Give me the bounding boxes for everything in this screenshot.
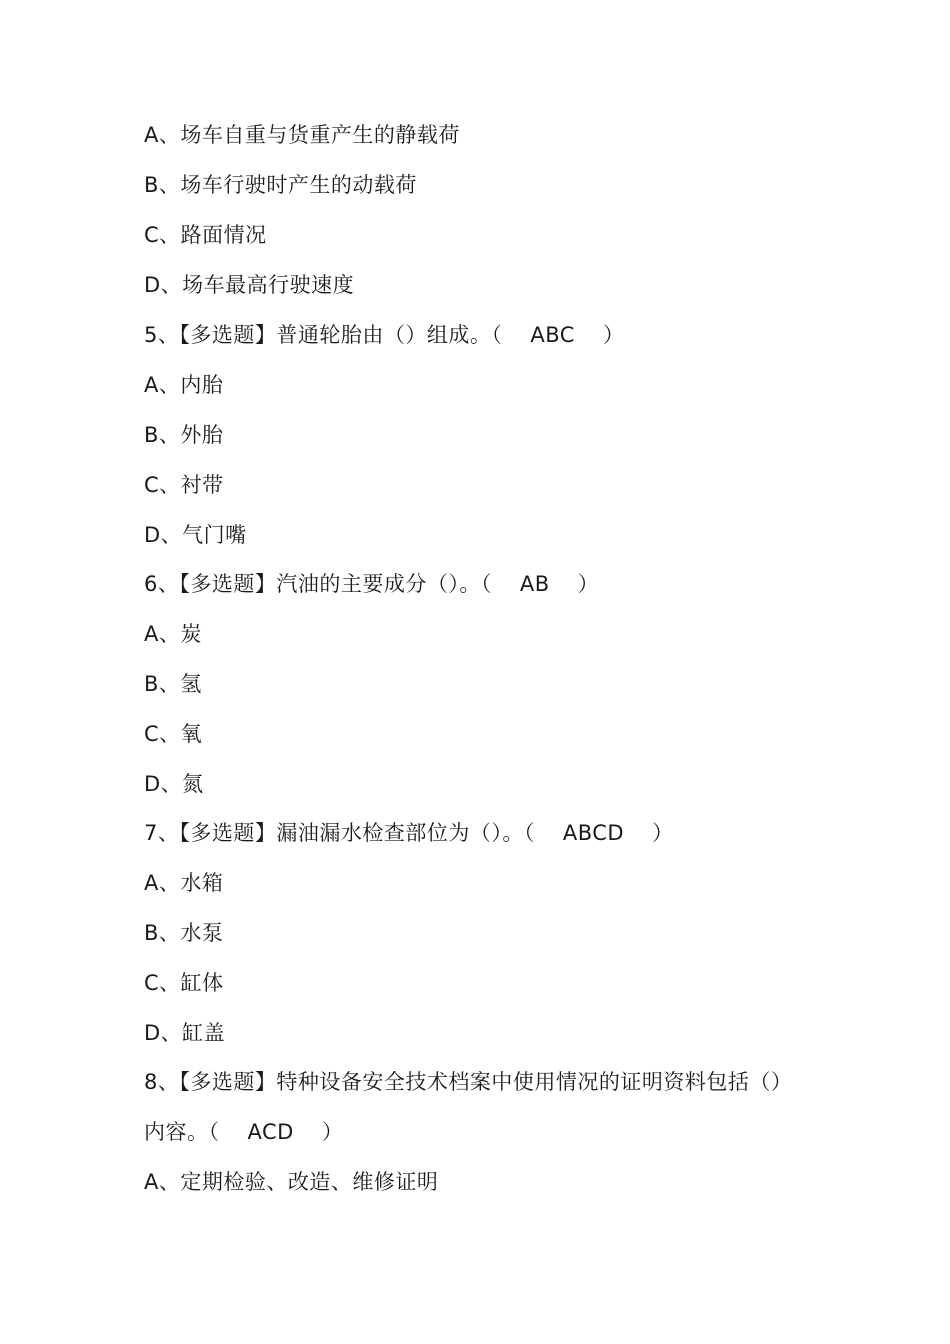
q5-paren-close: ） bbox=[602, 323, 625, 347]
q7-stem-line bbox=[144, 818, 674, 848]
q6-option-c: C、氧 bbox=[144, 722, 203, 746]
q4-option-c: C、路面情况 bbox=[144, 223, 267, 247]
q8-stem-line-2 bbox=[144, 1117, 343, 1147]
q4-option-a: A、场车自重与货重产生的静载荷 bbox=[144, 123, 460, 147]
q5-answer: ABC bbox=[530, 323, 575, 347]
q6-stem: 6、【多选题】汽油的主要成分（）。 bbox=[144, 572, 481, 596]
q6-stem-line bbox=[144, 569, 599, 599]
q6-option-a: A、炭 bbox=[144, 622, 202, 646]
q7-option-d: D、缸盖 bbox=[144, 1021, 226, 1045]
q6-paren-close: ） bbox=[577, 572, 600, 596]
q5-paren-open: （ bbox=[491, 323, 503, 347]
q6-option-b: B、氢 bbox=[144, 672, 202, 696]
q7-answer: ABCD bbox=[562, 821, 625, 845]
q8-stem-line-1: 8、【多选题】特种设备安全技术档案中使用情况的证明资料包括（） bbox=[144, 1070, 793, 1094]
q8-paren-close: ） bbox=[321, 1120, 344, 1144]
q7-option-c: C、缸体 bbox=[144, 971, 224, 995]
q7-paren-close: ） bbox=[652, 821, 674, 845]
q4-option-d: D、场车最高行驶速度 bbox=[144, 273, 355, 297]
q7-stem: 7、【多选题】漏油漏水检查部位为（）。 bbox=[144, 821, 524, 845]
q8-paren-open: （ bbox=[208, 1120, 220, 1144]
q5-option-a: A、内胎 bbox=[144, 373, 224, 397]
q5-stem: 5、【多选题】普通轮胎由（）组成。 bbox=[144, 323, 492, 347]
q8-stem-continued: 内容。 bbox=[144, 1120, 209, 1144]
q5-option-c: C、衬带 bbox=[144, 473, 224, 497]
q8-answer: ACD bbox=[247, 1120, 294, 1144]
q6-option-d: D、氮 bbox=[144, 772, 204, 796]
q7-option-b: B、水泵 bbox=[144, 921, 224, 945]
q5-stem-line bbox=[144, 320, 624, 350]
q6-answer: AB bbox=[519, 572, 550, 596]
q5-option-d: D、气门嘴 bbox=[144, 523, 247, 547]
q4-option-b: B、场车行驶时产生的动载荷 bbox=[144, 173, 417, 197]
q7-paren-open: （ bbox=[523, 821, 535, 845]
q6-paren-open: （ bbox=[480, 572, 492, 596]
q7-option-a: A、水箱 bbox=[144, 871, 224, 895]
q8-option-a: A、定期检验、改造、维修证明 bbox=[144, 1170, 439, 1194]
q5-option-b: B、外胎 bbox=[144, 423, 224, 447]
